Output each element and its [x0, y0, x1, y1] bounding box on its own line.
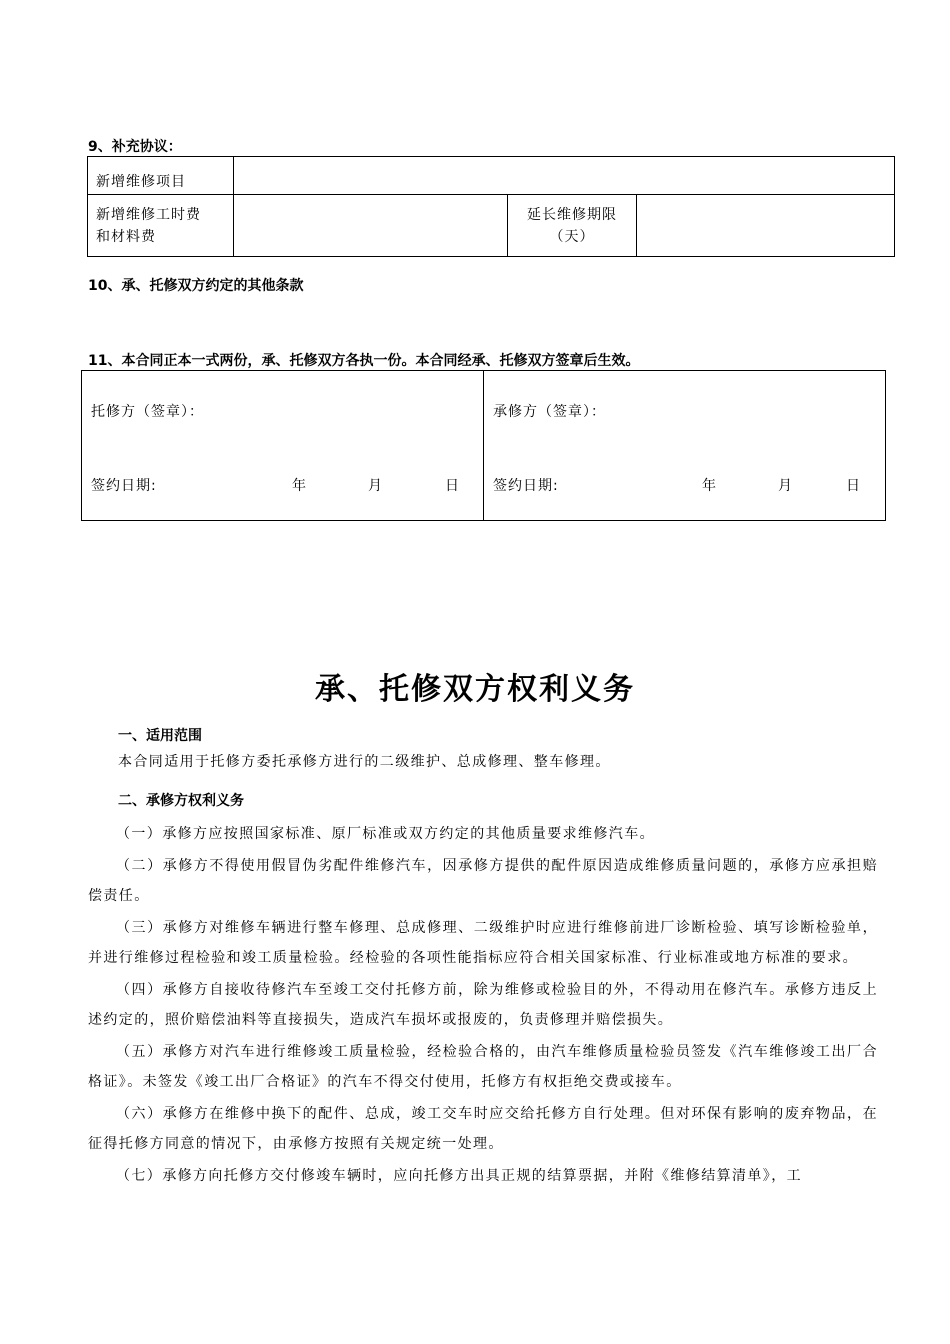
part1-heading: 一、适用范围 [118, 728, 202, 744]
labor-fee-label-cell [88, 195, 234, 257]
left-signature-cell [82, 371, 484, 521]
obligation-item-6: （六）承修方在维修中换下的配件、总成，竣工交车时应交给托修方自行处理。但对环保有影响的废弃物品，在征得托修方同意的情况下，由承修方按照有关规定统一处理。 [88, 1106, 878, 1152]
section11-heading: 11、本合同正本一式两份，承、托修双方各执一份。本合同经承、托修双方签章后生效。 [88, 353, 640, 369]
labor-fee-value-cell [234, 195, 508, 257]
obligation-item-1: （一）承修方应按照国家标准、原厂标准或双方约定的其他质量要求维修汽车。 [116, 826, 655, 842]
new-items-label-cell [88, 157, 234, 195]
extend-period-value-cell [637, 195, 895, 257]
obligation-item-5: （五）承修方对汽车进行维修竣工质量检验，经检验合格的，由汽车维修质量检验员签发《汽车维修竣工出厂合格证》。未签发《竣工出厂合格证》的汽车不得交付使用，托修方有权拒绝交费或接车。 [88, 1044, 878, 1090]
obligation-item-3: （三）承修方对维修车辆进行整车修理、总成修理、二级维护时应进行维修前进厂诊断检验、填写诊断检验单，并进行维修过程检验和竣工质量检验。经检验的各项性能指标应符合相关国家标准、行业标准或地方标准的要求。 [88, 920, 878, 966]
new-items-label: 新增维修项目 [96, 173, 186, 190]
extend-period-label-line2: （天） [549, 228, 595, 245]
obligation-item-2: （二）承修方不得使用假冒伪劣配件维修汽车，因承修方提供的配件原因造成维修质量问题的，承修方应承担赔偿责任。 [88, 858, 878, 904]
section9-heading: 9、补充协议： [88, 139, 182, 155]
extend-period-label-line1: 延长维修期限 [527, 206, 617, 223]
signature-table [81, 370, 886, 521]
right-year-label: 年 [702, 478, 717, 494]
labor-fee-label-line2: 和材料费 [96, 228, 156, 245]
section10-heading: 10、承、托修双方约定的其他条款 [88, 278, 304, 294]
obligation-item-4: （四）承修方自接收待修汽车至竣工交付托修方前，除为维修或检验目的外，不得动用在修汽车。承修方违反上述约定的，照价赔偿油料等直接损失，造成汽车损坏或报废的，负责修理并赔偿损失。 [88, 982, 878, 1028]
new-items-value-cell [234, 157, 895, 195]
left-party-label: 托修方（签章）： [91, 404, 204, 420]
labor-fee-label-line1: 新增维修工时费 [96, 206, 201, 223]
left-date-label: 签约日期: [91, 478, 157, 494]
obligations-list [88, 819, 878, 1191]
part1-text: 本合同适用于托修方委托承修方进行的二级维护、总成修理、整车修理。 [118, 754, 611, 770]
obligation-item-7: （七）承修方向托修方交付修竣车辆时，应向托修方出具正规的结算票据，并附《维修结算清单》，工 [116, 1168, 802, 1184]
left-year-label: 年 [292, 478, 307, 494]
right-date-label: 签约日期: [493, 478, 559, 494]
part2-heading: 二、承修方权利义务 [118, 793, 244, 809]
rights-title: 承、托修双方权利义务 [315, 672, 635, 707]
left-month-label: 月 [368, 478, 383, 494]
left-day-label: 日 [445, 478, 460, 494]
right-month-label: 月 [778, 478, 793, 494]
right-signature-cell [484, 371, 886, 521]
supplement-table [87, 156, 895, 257]
right-party-label: 承修方（签章）： [493, 404, 606, 420]
extend-period-label-cell [508, 195, 637, 257]
right-day-label: 日 [846, 478, 861, 494]
